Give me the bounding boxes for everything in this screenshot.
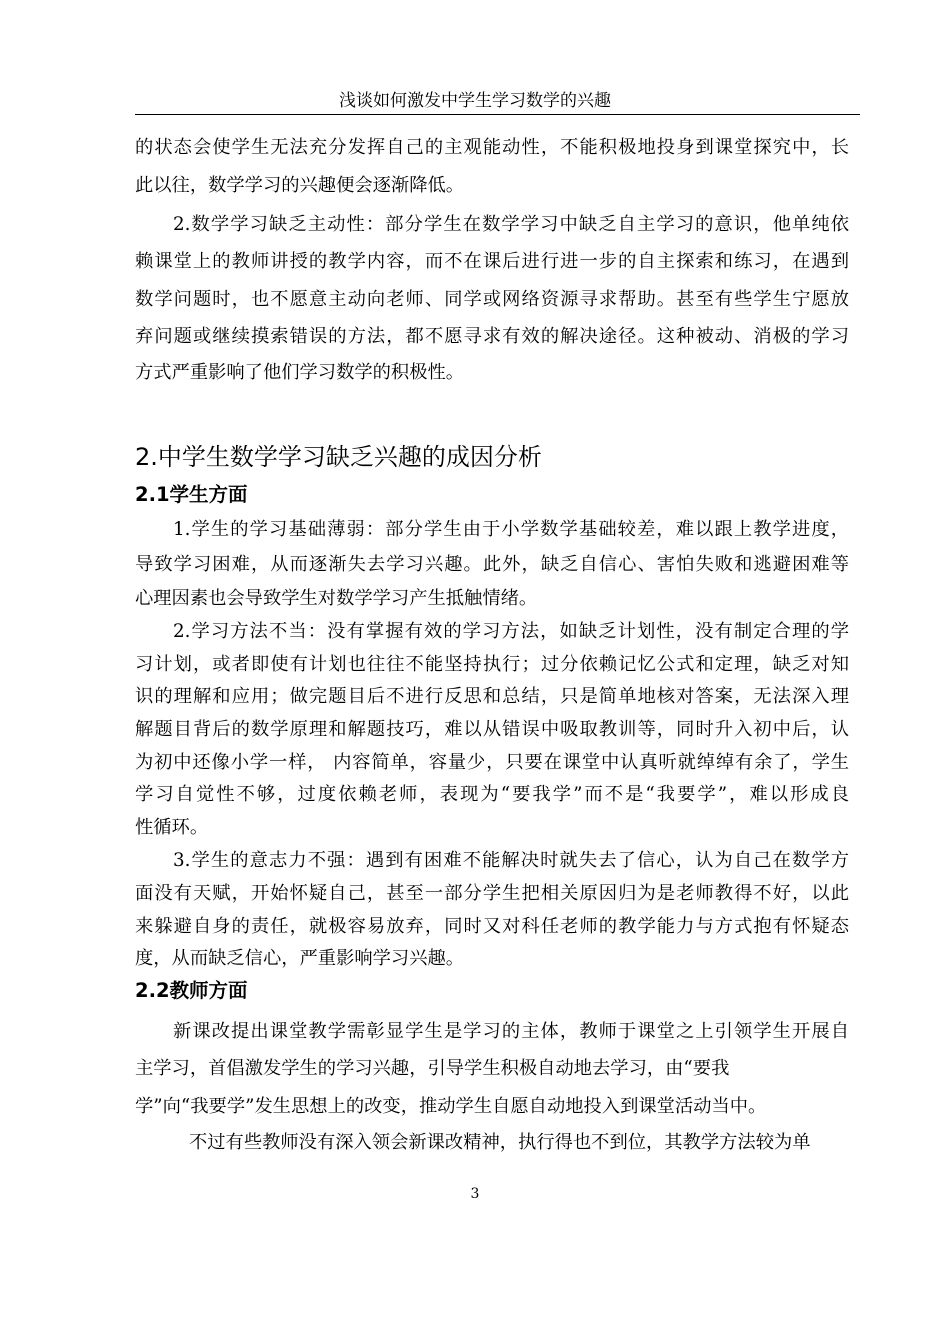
paragraph-line: 为初中还像小学一样， 内容简单，容量少，只要在课堂中认真听就绰绰有余了，学生	[135, 752, 849, 773]
paragraph-line: 学”向“我要学”发生思想上的改变，推动学生自愿自动地投入到课堂活动当中。	[135, 1096, 767, 1117]
paragraph-line: 主学习，首倡激发学生的学习兴趣，引导学生积极自动地去学习，由“要我	[135, 1058, 730, 1079]
paragraph-line: 导致学习困难，从而逐渐失去学习兴趣。此外，缺乏自信心、害怕失败和逃避困难等	[135, 554, 849, 575]
subsection-heading: 2.2教师方面	[135, 979, 248, 1002]
paragraph-line: 心理因素也会导致学生对数学学习产生抵触情绪。	[135, 588, 538, 609]
paragraph-line: 1.学生的学习基础薄弱：部分学生由于小学数学基础较差，难以跟上教学进度，	[173, 519, 849, 540]
paragraph-line: 2.学习方法不当：没有掌握有效的学习方法，如缺乏计划性，没有制定合理的学	[173, 621, 849, 642]
paragraph-line: 赖课堂上的教师讲授的教学内容，而不在课后进行进一步的自主探索和练习，在遇到	[135, 251, 849, 272]
section-heading: 2.中学生数学学习缺乏兴趣的成因分析	[135, 443, 542, 471]
paragraph-line: 不过有些教师没有深入领会新课改精神，执行得也不到位，其教学方法较为单	[189, 1132, 811, 1153]
paragraph-line: 新课改提出课堂教学需彰显学生是学习的主体，教师于课堂之上引领学生开展自	[173, 1021, 849, 1042]
paragraph-line: 弃问题或继续摸索错误的方法，都不愿寻求有效的解决途径。这种被动、消极的学习	[135, 326, 849, 347]
paragraph-line: 的状态会使学生无法充分发挥自己的主观能动性，不能积极地投身到课堂探究中，长	[135, 137, 849, 158]
paragraph-line: 识的理解和应用；做完题目后不进行反思和总结，只是简单地核对答案，无法深入理	[135, 686, 849, 707]
header-divider	[135, 114, 860, 115]
paragraph-line: 方式严重影响了他们学习数学的积极性。	[135, 362, 465, 383]
paragraph-line: 数学问题时，也不愿意主动向老师、同学或网络资源寻求帮助。甚至有些学生宁愿放	[135, 289, 849, 310]
running-header-title: 浅谈如何激发中学生学习数学的兴趣	[339, 91, 611, 111]
paragraph-line: 来躲避自身的责任，就极容易放弃，同时又对科任老师的教学能力与方式抱有怀疑态	[135, 916, 849, 937]
paragraph-line: 解题目背后的数学原理和解题技巧，难以从错误中吸取教训等，同时升入初中后，认	[135, 719, 849, 740]
paragraph-line: 此以往，数学学习的兴趣便会逐渐降低。	[135, 175, 465, 196]
paragraph-line: 学习自觉性不够，过度依赖老师，表现为“要我学”而不是“我要学”，难以形成良	[135, 784, 849, 805]
paragraph-line: 2.数学学习缺乏主动性：部分学生在数学学习中缺乏自主学习的意识，他单纯依	[173, 214, 849, 235]
paragraph-line: 习计划，或者即使有计划也往往不能坚持执行；过分依赖记忆公式和定理，缺乏对知	[135, 654, 849, 675]
subsection-heading: 2.1学生方面	[135, 483, 248, 506]
paragraph-line: 3.学生的意志力不强：遇到有困难不能解决时就失去了信心，认为自己在数学方	[173, 850, 849, 871]
paragraph-line: 面没有天赋，开始怀疑自己，甚至一部分学生把相关原因归为是老师教得不好，以此	[135, 883, 849, 904]
paragraph-line: 度，从而缺乏信心，严重影响学习兴趣。	[135, 948, 465, 969]
page-number: 3	[470, 1186, 480, 1202]
paragraph-line: 性循环。	[135, 817, 209, 838]
